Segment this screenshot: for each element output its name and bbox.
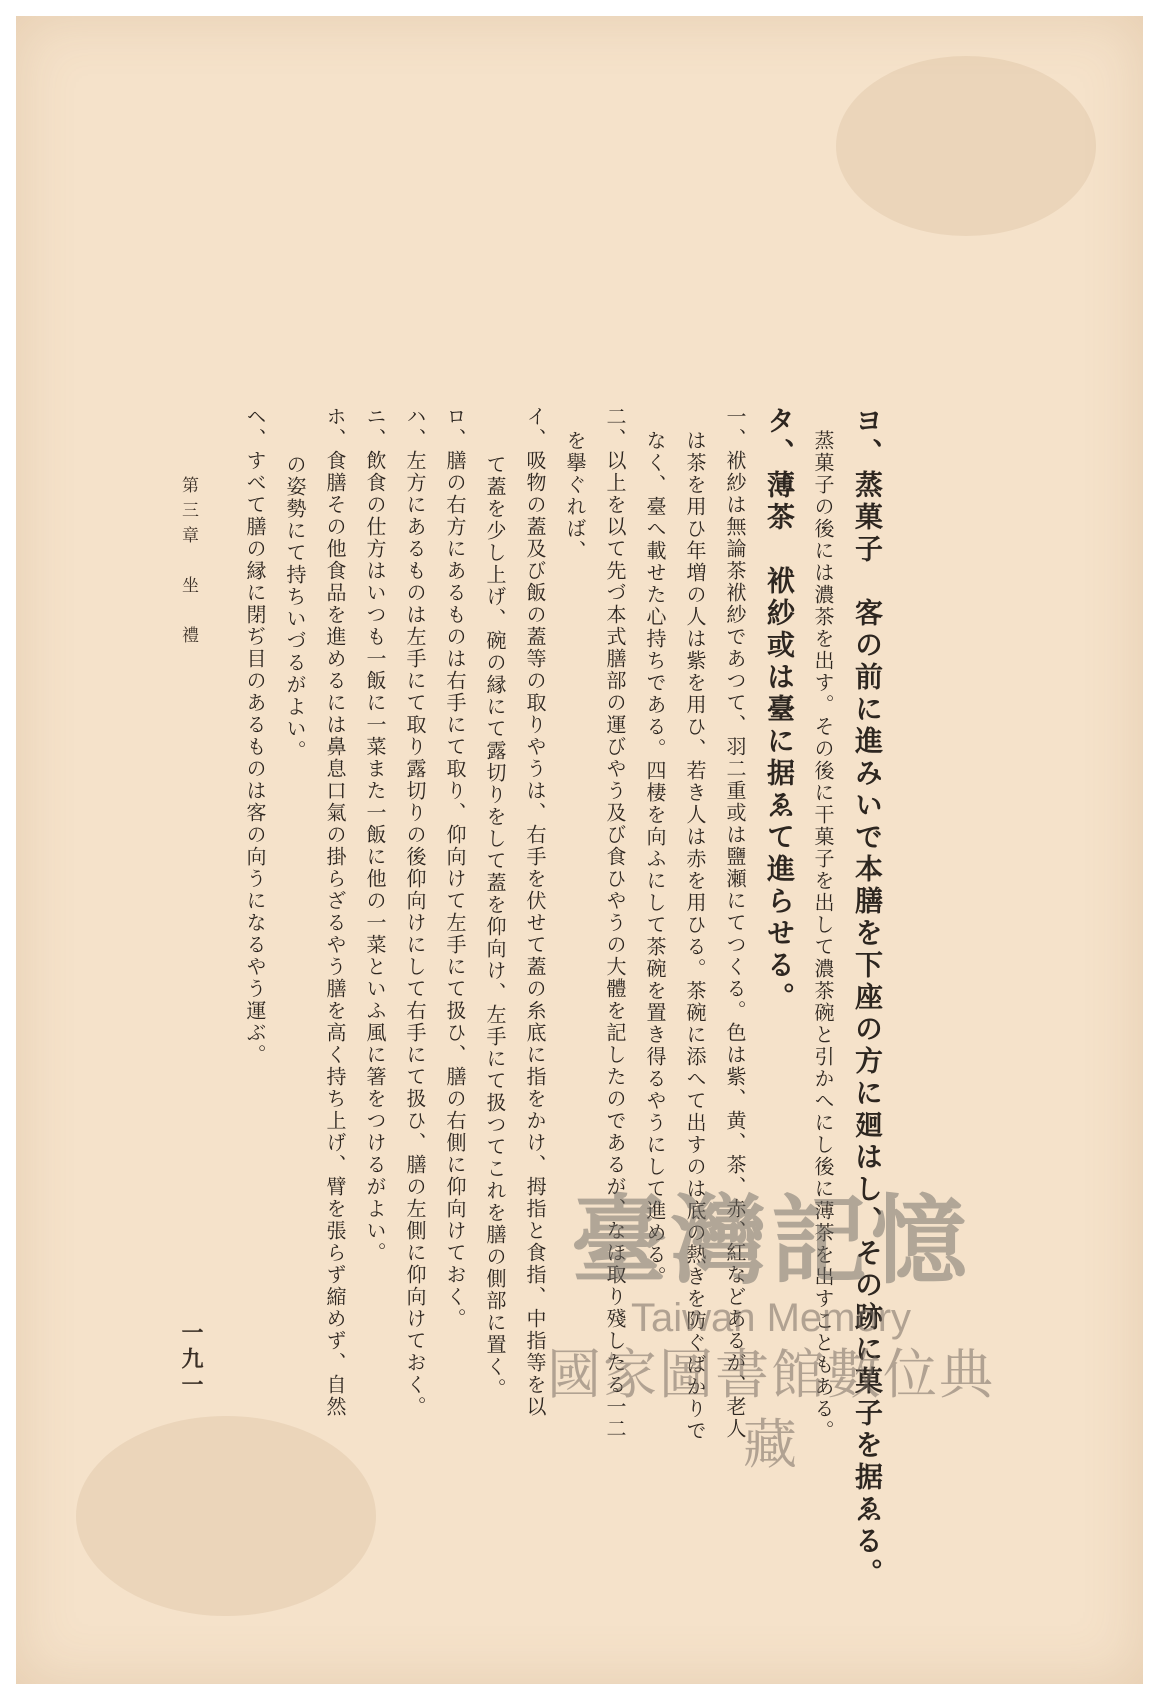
watermark (521, 1186, 1021, 1480)
text-line: ハ、左方にあるものは左手にて取り露切りの後仰向けにして右手にて扱ひ、膳の左側に仰向けておく。 (403, 406, 427, 1418)
text-line: なく、臺へ載せた心持ちである。四棲を向ふにして茶碗を置き得るやうにして進める。 (643, 430, 667, 1288)
text-line: イ、吸物の蓋及び飯の蓋等の取りやうは、右手を伏せて蓋の糸底に指をかけ、拇指と食指、中指等を以 (523, 406, 547, 1418)
text-line: ヘ、すべて膳の縁に閉ぢ目のあるものは客の向うになるやう運ぶ。 (243, 406, 267, 1066)
text-line: タ、薄茶 袱紗或は臺に据ゑて進らせる。 (763, 406, 796, 1014)
text-line: ニ、飲食の仕方はいつも一飯に一菜また一飯に他の一菜といふ風に箸をつけるがよい。 (363, 406, 387, 1264)
text-line: て蓋を少し上げ、碗の縁にて露切りをして蓋を仰向け、左手にて扱つてこれを膳の側部に置く。 (483, 454, 507, 1400)
text-line: を擧ぐれば、 (563, 430, 587, 562)
text-line: の姿勢にて持ちいづるがよい。 (283, 454, 307, 762)
watermark-english: Taiwan Memory (630, 1296, 912, 1340)
text-line: 一、袱紗は無論茶袱紗であつて、羽二重或は鹽瀬にてつくる。色は紫、黄、茶、赤、紅などあるが、老人 (723, 406, 747, 1440)
text-line: 蒸菓子の後には濃茶を出す。その後に干菓子を出して濃茶碗と引かへにし後に薄茶を出すこともある。 (811, 430, 835, 1442)
text-line: ホ、食膳その他食品を進めるには鼻息口氣の掛らざるやう膳を高く持ち上げ、臂を張らず縮めず、自然 (323, 406, 347, 1418)
watermark-chinese: 國家圖書館數位典藏 (547, 1345, 995, 1475)
text-line: 二、以上を以て先づ本式膳部の運びやう及び食ひやうの大體を記したのであるが、なほ取り殘したる一二 (603, 406, 627, 1440)
text-line: ヨ、蒸菓子 客の前に進みいで本膳を下座の方に廻はし、その跡に菓子を据ゑる。 (851, 406, 884, 1590)
text-line: は茶を用ひ年増の人は紫を用ひ、若き人は赤を用ひる。茶碗に添へて出すのは底の熱きを防ぐばかりで (683, 430, 707, 1442)
paper-stain (836, 56, 1096, 236)
page-number: 一九一 (178, 1321, 204, 1399)
document-page (16, 16, 1143, 1684)
watermark-logo: 臺灣記憶 (571, 1184, 971, 1297)
text-line: ロ、膳の右方にあるものは右手にて取り、仰向けて左手にて扱ひ、膳の右側に仰向けておく。 (443, 406, 467, 1330)
chapter-label: 第三章 坐 禮 (178, 476, 198, 651)
